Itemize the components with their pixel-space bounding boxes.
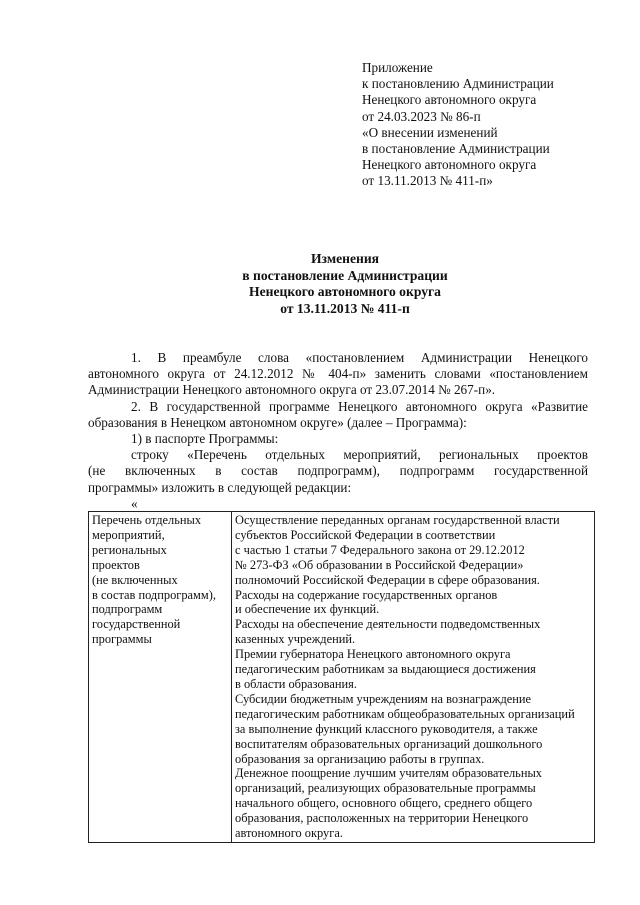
- cell-line: Расходы на обеспечение деятельности подведомственных: [235, 617, 541, 632]
- cell-line: Осуществление переданных органам государственной власти: [235, 513, 560, 527]
- cell-line: и обеспечение их функций.: [235, 602, 380, 617]
- cell-line: (не включенных: [92, 572, 178, 587]
- cell-line: субъектов Российской Федерации в соответствии: [235, 527, 496, 542]
- paragraph-1-line: 1. В преамбуле слова «постановлением Администрации Ненецкого: [131, 350, 588, 365]
- appendix-line: «О внесении изменений: [362, 124, 498, 140]
- paragraph-4-line: (не включенных в состав подпрограмм), подпрограмм государственной: [88, 463, 588, 479]
- cell-line: региональных: [92, 542, 167, 557]
- cell-line: педагогическим работникам общеобразовательных организаций: [235, 706, 575, 721]
- table-row: [89, 512, 595, 843]
- appendix-line: Приложение: [362, 60, 433, 75]
- title-line: Изменения: [310, 251, 380, 266]
- paragraph-1-line: автономного округа от 24.12.2012 № 404-п» заменить словами «постановлением: [88, 366, 588, 382]
- appendix-line: Ненецкого автономного округа: [362, 157, 537, 173]
- appendix-line: к постановлению Администрации: [362, 76, 554, 92]
- cell-line: подпрограмм: [92, 602, 163, 617]
- paragraph-2-line: 2. В государственной программе Ненецкого автономного округа «Развитие: [131, 398, 588, 414]
- document-body: [88, 350, 588, 512]
- row-content-cell: [232, 512, 595, 843]
- cell-line: образования за организацию работы в группах.: [235, 751, 485, 766]
- cell-line: полномочий Российской Федерации в сфере образования.: [235, 572, 540, 587]
- appendix-line: от 24.03.2023 № 86-п: [362, 108, 481, 124]
- appendix-block: [362, 60, 612, 190]
- opening-quote: «: [131, 495, 138, 511]
- paragraph-4-line: программы» изложить в следующей редакции:: [88, 479, 352, 495]
- cell-line: образования, расположенных на территории Ненецкого: [235, 811, 529, 826]
- paragraph-1-line: Администрации Ненецкого автономного округа от 23.07.2014 № 267-п».: [88, 382, 496, 398]
- cell-line: за выполнение функций классного руководителя, а также: [235, 721, 538, 736]
- appendix-line: в постановление Администрации: [362, 141, 550, 157]
- cell-line: Субсидии бюджетным учреждениям на вознаграждение: [235, 691, 532, 706]
- paragraph-4-line: строку «Перечень отдельных мероприятий, региональных проектов: [131, 447, 588, 463]
- cell-line: казенных учреждений.: [235, 632, 356, 647]
- appendix-line: Ненецкого автономного округа: [362, 92, 537, 108]
- cell-line: воспитателям образовательных организаций дошкольного: [235, 736, 543, 751]
- document-title: [120, 251, 570, 317]
- cell-line: в состав подпрограмм),: [92, 587, 216, 602]
- row-label-cell: [89, 512, 232, 843]
- cell-line: в области образования.: [235, 676, 357, 691]
- cell-line: начального общего, основного общего, среднего общего: [235, 796, 533, 811]
- appendix-line: от 13.11.2013 № 411-п»: [362, 173, 493, 189]
- paragraph-2-line: образования в Ненецком автономном округе» (далее – Программа):: [88, 414, 467, 430]
- cell-line: программы: [92, 632, 152, 647]
- cell-line: с частью 1 статьи 7 Федерального закона от 29.12.2012: [235, 542, 525, 557]
- cell-line: государственной: [92, 617, 181, 632]
- title-line: в постановление Администрации: [242, 267, 448, 283]
- paragraph-3-line: 1) в паспорте Программы:: [131, 431, 279, 447]
- cell-line: № 273-ФЗ «Об образовании в Российской Федерации»: [235, 557, 524, 572]
- cell-line: мероприятий,: [92, 527, 165, 542]
- title-line: от 13.11.2013 № 411-п: [280, 300, 410, 316]
- cell-line: Денежное поощрение лучшим учителям образовательных: [235, 766, 542, 781]
- cell-line: Премии губернатора Ненецкого автономного округа: [235, 647, 511, 662]
- cell-line: автономного округа.: [235, 826, 343, 841]
- cell-line: организаций, реализующих образовательные программы: [235, 781, 536, 796]
- cell-line: Перечень отдельных: [92, 513, 202, 527]
- cell-line: проектов: [92, 557, 140, 572]
- program-passport-table: [88, 511, 595, 843]
- cell-line: Расходы на содержание государственных органов: [235, 587, 498, 602]
- cell-line: педагогическим работникам за выдающиеся достижения: [235, 662, 536, 677]
- title-line: Ненецкого автономного округа: [249, 284, 441, 300]
